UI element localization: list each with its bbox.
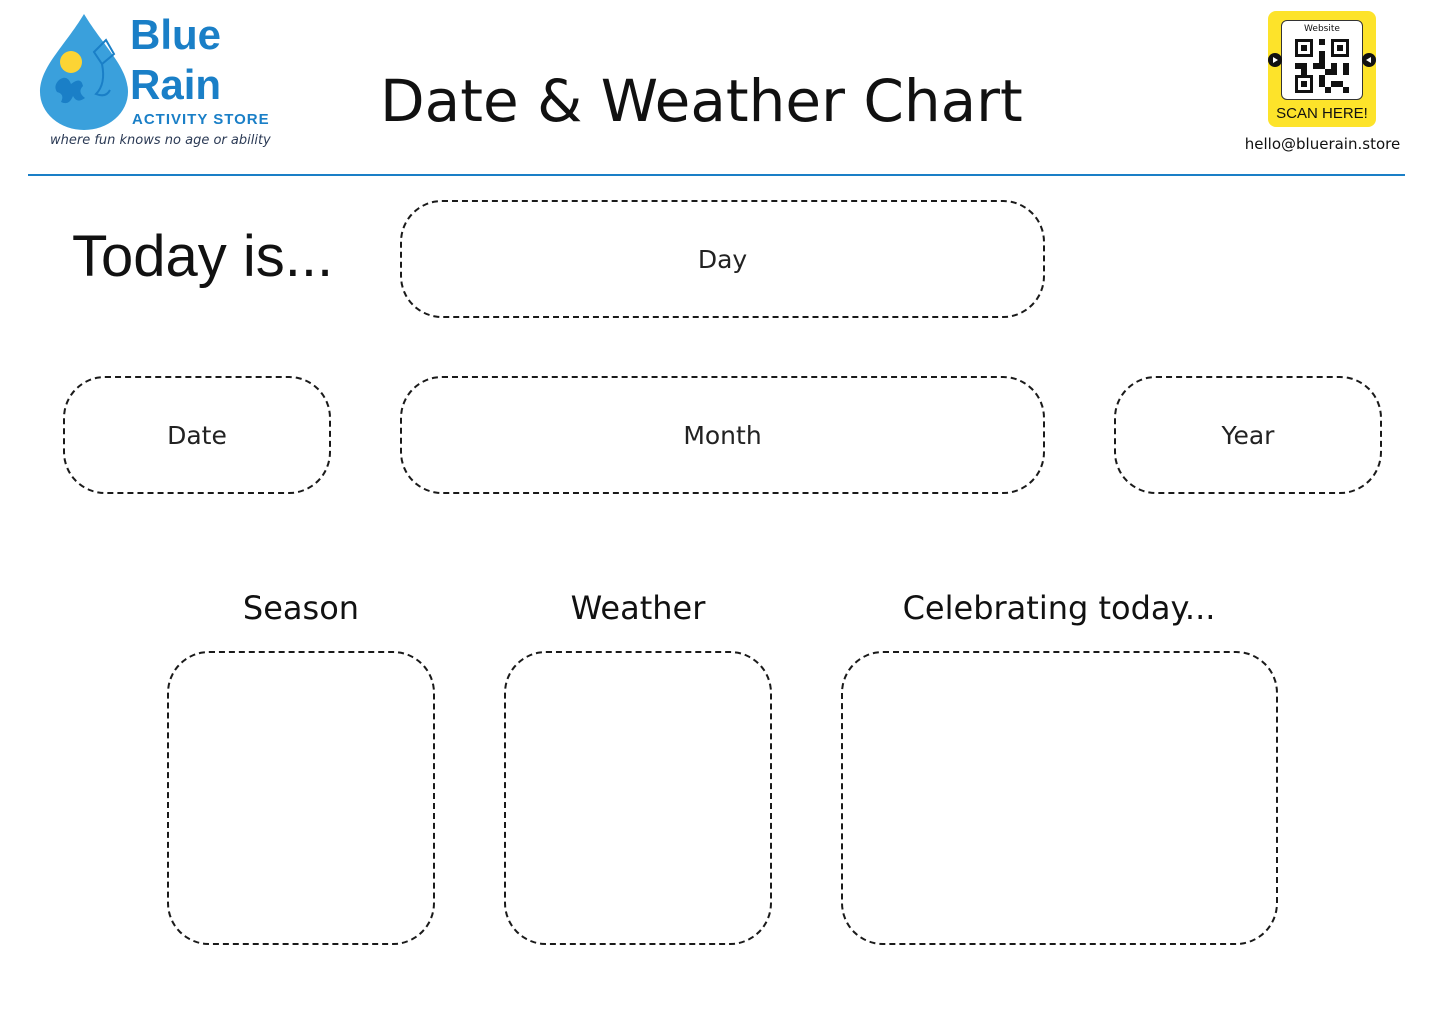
celebrating-heading: Celebrating today... [902,589,1216,627]
qr-caption: Website [1304,24,1340,34]
brand-name-line1: Blue [130,11,222,58]
header-divider [28,174,1405,176]
season-heading: Season [242,589,360,627]
year-field[interactable] [1114,376,1382,494]
month-label: Month [683,420,762,450]
contact-email[interactable]: hello@bluerain.store [1244,135,1401,153]
weather-box[interactable] [504,651,772,945]
date-label: Date [167,420,227,450]
page-title: Date & Weather Chart [380,67,1023,135]
day-field[interactable] [400,200,1045,318]
day-label: Day [697,244,748,274]
raindrop-logo-icon [34,12,134,132]
arrow-left-icon [1362,53,1376,67]
qr-cta: SCAN HERE! [1276,105,1368,122]
brand-tagline: where fun knows no age or ability [50,133,271,148]
qr-code-card[interactable] [1268,11,1376,127]
today-label: Today is... [72,224,334,289]
qr-code-icon [1295,39,1349,93]
brand-subtitle: ACTIVITY STORE [132,111,270,128]
date-field[interactable] [63,376,331,494]
weather-heading: Weather [570,589,706,627]
celebrating-box[interactable] [841,651,1278,945]
brand-name-line2: Rain [130,61,222,108]
season-box[interactable] [167,651,435,945]
arrow-right-icon [1268,53,1282,67]
year-label: Year [1221,420,1275,450]
brand-logo [30,10,290,155]
month-field[interactable] [400,376,1045,494]
